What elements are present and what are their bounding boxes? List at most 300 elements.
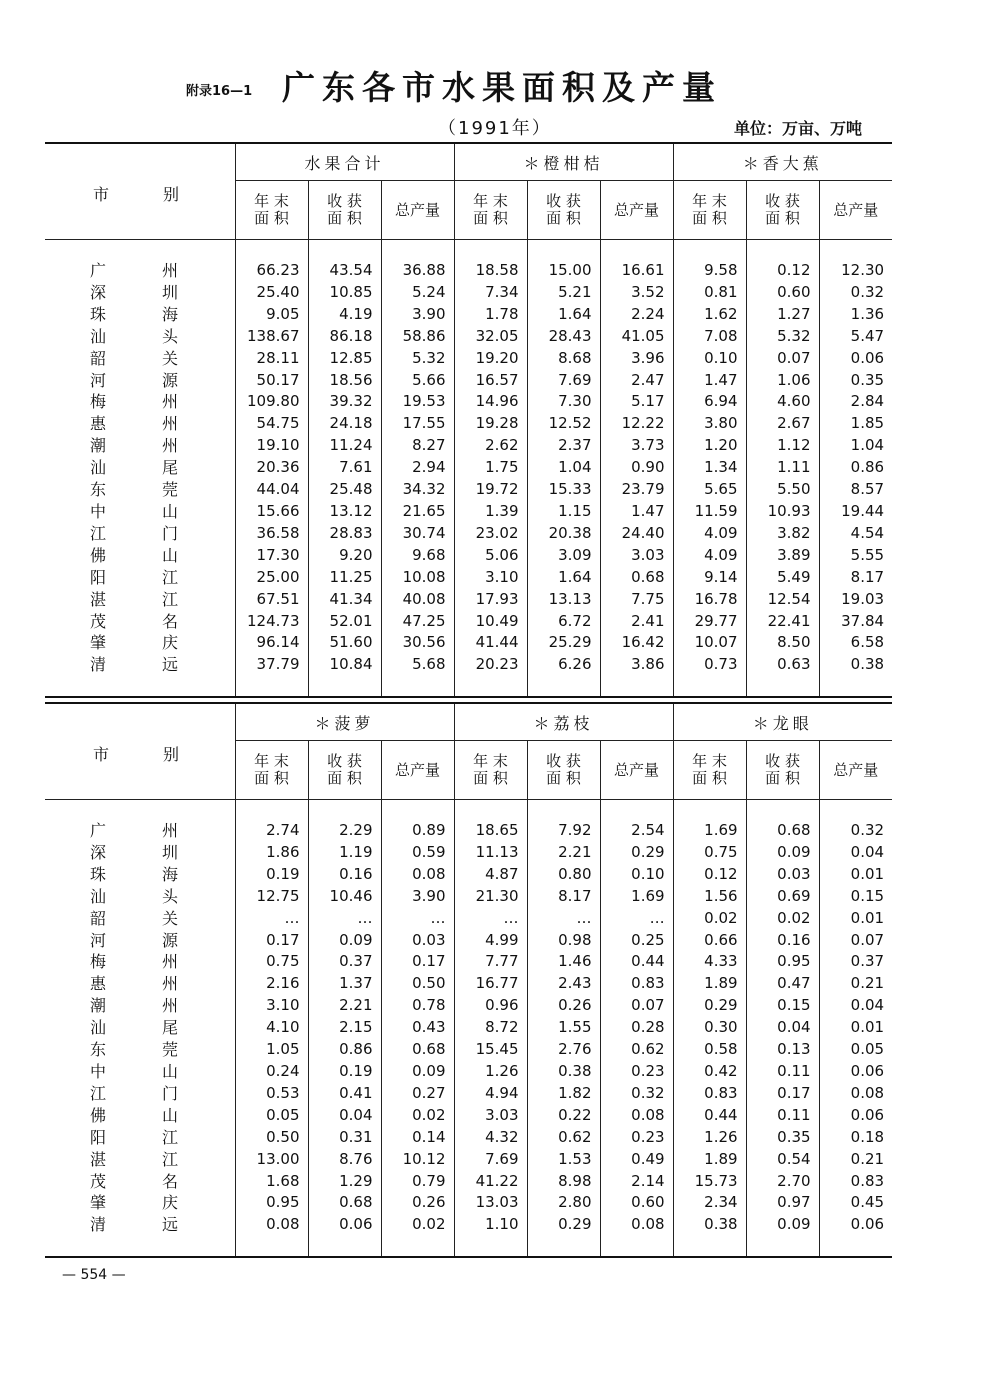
table-cell: 0.07 <box>819 930 892 952</box>
table-cell: 0.07 <box>600 995 673 1017</box>
table-cell: 9.58 <box>673 260 746 282</box>
table-cell: 2.94 <box>381 457 454 479</box>
table-cell: 41.22 <box>454 1171 527 1193</box>
table-cell: 0.68 <box>308 1192 381 1214</box>
table-cell: 1.05 <box>235 1039 308 1061</box>
city-char: 梅 <box>90 952 107 972</box>
table-cell: 0.41 <box>308 1083 381 1105</box>
city-char: 河 <box>90 370 107 390</box>
table-row <box>45 1127 892 1149</box>
table-cell: 17.93 <box>454 589 527 611</box>
table-cell: 41.05 <box>600 326 673 348</box>
table-cell: 7.61 <box>308 457 381 479</box>
city-name <box>45 930 235 952</box>
table-cell: 5.68 <box>381 654 454 676</box>
city-char: 州 <box>162 414 179 434</box>
table-cell: 7.75 <box>600 589 673 611</box>
table-cell: 25.29 <box>527 632 600 654</box>
table-cell: 5.50 <box>746 479 819 501</box>
table-row <box>45 348 892 370</box>
table-row <box>45 951 892 973</box>
city-char: 东 <box>90 480 107 500</box>
sub-header: 年 末 面 积 <box>673 181 746 240</box>
table-cell: 0.12 <box>746 260 819 282</box>
table-cell: 7.69 <box>454 1149 527 1171</box>
table-cell: 3.03 <box>600 545 673 567</box>
table-cell: 6.72 <box>527 611 600 633</box>
table-cell: 4.60 <box>746 391 819 413</box>
table-cell: 9.14 <box>673 567 746 589</box>
table-cell: 0.12 <box>673 864 746 886</box>
city-char: 州 <box>162 952 179 972</box>
sub-header: 总产量 <box>600 741 673 800</box>
table-cell: 0.01 <box>819 908 892 930</box>
city-name <box>45 864 235 886</box>
city-name <box>45 1192 235 1214</box>
city-char: 湛 <box>90 589 107 609</box>
table-cell: 3.82 <box>746 523 819 545</box>
table-row <box>45 304 892 326</box>
table-cell: 12.30 <box>819 260 892 282</box>
table-cell: … <box>235 908 308 930</box>
table-cell: 19.10 <box>235 435 308 457</box>
table-cell: 9.20 <box>308 545 381 567</box>
city-name <box>45 1105 235 1127</box>
table-cell: 0.04 <box>819 995 892 1017</box>
table-cell: 29.77 <box>673 611 746 633</box>
city-name <box>45 435 235 457</box>
city-name <box>45 501 235 523</box>
table-cell: 9.05 <box>235 304 308 326</box>
city-char: 潮 <box>90 436 107 456</box>
table-cell: 3.90 <box>381 886 454 908</box>
table-cell: 5.55 <box>819 545 892 567</box>
table-cell: 0.09 <box>746 842 819 864</box>
city-char: 头 <box>162 326 179 346</box>
table-cell: 0.42 <box>673 1061 746 1083</box>
table-cell: 0.38 <box>527 1061 600 1083</box>
city-char: 莞 <box>162 480 179 500</box>
table-cell: 23.79 <box>600 479 673 501</box>
table-cell: 1.86 <box>235 842 308 864</box>
city-name <box>45 908 235 930</box>
table-cell: 5.17 <box>600 391 673 413</box>
table-cell: 0.08 <box>600 1214 673 1236</box>
city-name <box>45 632 235 654</box>
table-cell: 0.11 <box>746 1105 819 1127</box>
city-name <box>45 1149 235 1171</box>
table-cell: 30.74 <box>381 523 454 545</box>
city-name <box>45 1171 235 1193</box>
table-cell: 15.33 <box>527 479 600 501</box>
table-cell: 51.60 <box>308 632 381 654</box>
table-cell: 0.83 <box>673 1083 746 1105</box>
table-cell: 124.73 <box>235 611 308 633</box>
table-cell: 25.40 <box>235 282 308 304</box>
table-cell: 0.07 <box>746 348 819 370</box>
table-cell: 17.30 <box>235 545 308 567</box>
table-cell: 30.56 <box>381 632 454 654</box>
table-cell: 0.37 <box>308 951 381 973</box>
table-cell: 0.30 <box>673 1017 746 1039</box>
city-char: 庆 <box>162 1193 179 1213</box>
city-char: 尾 <box>162 458 179 478</box>
table-cell: 19.03 <box>819 589 892 611</box>
table-cell: 12.54 <box>746 589 819 611</box>
city-header-char: 别 <box>163 184 180 204</box>
table-cell: 0.06 <box>819 1105 892 1127</box>
city-char: 惠 <box>90 414 107 434</box>
city-char: 肇 <box>90 1193 107 1213</box>
table-cell: 0.50 <box>381 973 454 995</box>
table-cell: 0.01 <box>819 1017 892 1039</box>
city-name <box>45 886 235 908</box>
table-row <box>45 1214 892 1236</box>
table-cell: 1.47 <box>673 370 746 392</box>
table-cell: 1.36 <box>819 304 892 326</box>
table-cell: 13.12 <box>308 501 381 523</box>
city-name <box>45 370 235 392</box>
table-cell: 13.03 <box>454 1192 527 1214</box>
city-name <box>45 1039 235 1061</box>
fruit-table-2 <box>45 702 890 1258</box>
table-cell: 2.67 <box>746 413 819 435</box>
table-cell: 0.09 <box>308 930 381 952</box>
city-name <box>45 973 235 995</box>
city-char: 惠 <box>90 974 107 994</box>
table-cell: 1.15 <box>527 501 600 523</box>
table-cell: 0.47 <box>746 973 819 995</box>
table-cell: 10.85 <box>308 282 381 304</box>
table-cell: 24.40 <box>600 523 673 545</box>
table-cell: 21.65 <box>381 501 454 523</box>
table-cell: 1.78 <box>454 304 527 326</box>
table-cell: 0.04 <box>746 1017 819 1039</box>
table-cell: 8.17 <box>527 886 600 908</box>
table-cell: 1.56 <box>673 886 746 908</box>
table-cell: 0.37 <box>819 951 892 973</box>
table-cell: 0.03 <box>746 864 819 886</box>
table-cell: 14.96 <box>454 391 527 413</box>
table-cell: 16.42 <box>600 632 673 654</box>
table-cell: 1.64 <box>527 304 600 326</box>
table-cell: 0.15 <box>819 886 892 908</box>
city-char: 莞 <box>162 1040 179 1060</box>
table-cell: 1.10 <box>454 1214 527 1236</box>
table-cell: 13.13 <box>527 589 600 611</box>
table-cell: 12.85 <box>308 348 381 370</box>
city-name <box>45 1127 235 1149</box>
table-cell: 7.30 <box>527 391 600 413</box>
data-table <box>45 702 892 1258</box>
city-char: 韶 <box>90 908 107 928</box>
table-cell: 1.12 <box>746 435 819 457</box>
city-char: 圳 <box>162 282 179 302</box>
table-cell: 0.97 <box>746 1192 819 1214</box>
group-header: ＊香大蕉 <box>673 143 892 181</box>
table-cell: 0.32 <box>819 820 892 842</box>
table-row <box>45 1105 892 1127</box>
table-cell: 0.23 <box>600 1127 673 1149</box>
table-row <box>45 1083 892 1105</box>
city-char: 河 <box>90 930 107 950</box>
data-table <box>45 142 892 698</box>
table-row <box>45 567 892 589</box>
table-cell: 0.16 <box>746 930 819 952</box>
table-cell: … <box>600 908 673 930</box>
table-cell: 8.50 <box>746 632 819 654</box>
table-cell: 0.14 <box>381 1127 454 1149</box>
group-header: ＊橙柑桔 <box>454 143 673 181</box>
table-cell: 0.45 <box>819 1192 892 1214</box>
table-cell: 0.17 <box>381 951 454 973</box>
city-char: 清 <box>90 1215 107 1235</box>
table-cell: 0.18 <box>819 1127 892 1149</box>
city-char: 关 <box>162 348 179 368</box>
table-cell: 0.10 <box>600 864 673 886</box>
city-char: 汕 <box>90 326 107 346</box>
table-cell: 0.86 <box>308 1039 381 1061</box>
table-cell: 7.08 <box>673 326 746 348</box>
table-cell: 0.17 <box>746 1083 819 1105</box>
appendix-label: 附录16—1 <box>186 84 253 99</box>
table-cell: 12.22 <box>600 413 673 435</box>
city-column-header <box>45 703 235 800</box>
table-cell: 0.19 <box>235 864 308 886</box>
table-cell: 0.08 <box>819 1083 892 1105</box>
table-cell: 16.57 <box>454 370 527 392</box>
table-cell: 16.78 <box>673 589 746 611</box>
city-char: 远 <box>162 1215 179 1235</box>
table-cell: 34.32 <box>381 479 454 501</box>
city-name <box>45 654 235 676</box>
table-cell: 21.30 <box>454 886 527 908</box>
city-name <box>45 1061 235 1083</box>
table-cell: 0.59 <box>381 842 454 864</box>
table-row <box>45 479 892 501</box>
table-cell: 10.07 <box>673 632 746 654</box>
city-char: 山 <box>162 545 179 565</box>
table-cell: 0.17 <box>235 930 308 952</box>
city-char: 门 <box>162 1083 179 1103</box>
table-cell: 2.16 <box>235 973 308 995</box>
table-cell: 20.36 <box>235 457 308 479</box>
table-cell: 0.02 <box>381 1105 454 1127</box>
table-cell: … <box>454 908 527 930</box>
table-cell: 66.23 <box>235 260 308 282</box>
table-cell: 2.21 <box>527 842 600 864</box>
city-char: 茂 <box>90 1171 107 1191</box>
table-cell: 0.02 <box>746 908 819 930</box>
table-cell: 15.73 <box>673 1171 746 1193</box>
table-cell: 7.69 <box>527 370 600 392</box>
table-cell: 0.10 <box>673 348 746 370</box>
sub-header: 收 获 面 积 <box>746 741 819 800</box>
table-cell: 0.21 <box>819 973 892 995</box>
table-cell: 0.83 <box>819 1171 892 1193</box>
table-cell: 0.38 <box>673 1214 746 1236</box>
city-name <box>45 1017 235 1039</box>
table-row <box>45 589 892 611</box>
city-name <box>45 260 235 282</box>
table-cell: 1.82 <box>527 1083 600 1105</box>
table-cell: 19.53 <box>381 391 454 413</box>
table-cell: 36.58 <box>235 523 308 545</box>
table-cell: 0.63 <box>746 654 819 676</box>
table-cell: 0.96 <box>454 995 527 1017</box>
table-cell: 0.73 <box>673 654 746 676</box>
table-cell: 0.06 <box>819 1061 892 1083</box>
table-cell: 3.89 <box>746 545 819 567</box>
table-row <box>45 326 892 348</box>
city-char: 州 <box>162 436 179 456</box>
table-cell: 28.11 <box>235 348 308 370</box>
table-cell: 3.73 <box>600 435 673 457</box>
city-char: 州 <box>162 261 179 280</box>
table-cell: 5.65 <box>673 479 746 501</box>
table-cell: 0.02 <box>673 908 746 930</box>
city-name <box>45 611 235 633</box>
table-cell: 18.58 <box>454 260 527 282</box>
city-name <box>45 457 235 479</box>
group-header: ＊荔枝 <box>454 703 673 741</box>
table-cell: 5.47 <box>819 326 892 348</box>
table-cell: 6.26 <box>527 654 600 676</box>
table-row <box>45 1171 892 1193</box>
table-cell: 3.10 <box>454 567 527 589</box>
table-cell: 10.93 <box>746 501 819 523</box>
city-char: 关 <box>162 908 179 928</box>
table-cell: 2.14 <box>600 1171 673 1193</box>
table-cell: 0.06 <box>308 1214 381 1236</box>
city-name <box>45 479 235 501</box>
table-cell: 50.17 <box>235 370 308 392</box>
city-char: 佛 <box>90 1105 107 1125</box>
city-name <box>45 391 235 413</box>
table-cell: 16.61 <box>600 260 673 282</box>
table-cell: 10.46 <box>308 886 381 908</box>
city-char: 汕 <box>90 458 107 478</box>
table-cell: 8.57 <box>819 479 892 501</box>
city-char: 湛 <box>90 1149 107 1169</box>
city-char: 山 <box>162 501 179 521</box>
city-char: 阳 <box>90 567 107 587</box>
table-cell: 1.89 <box>673 973 746 995</box>
table-cell: 5.66 <box>381 370 454 392</box>
table-cell: 0.22 <box>527 1105 600 1127</box>
table-cell: 0.09 <box>746 1214 819 1236</box>
table-cell: 0.86 <box>819 457 892 479</box>
table-cell: … <box>527 908 600 930</box>
city-name <box>45 326 235 348</box>
sub-header: 收 获 面 积 <box>746 181 819 240</box>
table-cell: 4.54 <box>819 523 892 545</box>
table-cell: 1.62 <box>673 304 746 326</box>
table-cell: 11.59 <box>673 501 746 523</box>
table-cell: 32.05 <box>454 326 527 348</box>
table-cell: 5.32 <box>381 348 454 370</box>
city-char: 江 <box>90 523 107 543</box>
table-cell: 2.21 <box>308 995 381 1017</box>
table-row <box>45 611 892 633</box>
table-cell: 8.17 <box>819 567 892 589</box>
city-name <box>45 348 235 370</box>
table-cell: 0.27 <box>381 1083 454 1105</box>
city-name <box>45 1214 235 1236</box>
table-cell: 2.47 <box>600 370 673 392</box>
city-char: 江 <box>162 589 179 609</box>
table-cell: 3.52 <box>600 282 673 304</box>
city-char: 潮 <box>90 996 107 1016</box>
city-char: 江 <box>162 567 179 587</box>
table-cell: 1.69 <box>600 886 673 908</box>
table-cell: 28.83 <box>308 523 381 545</box>
table-cell: 1.26 <box>673 1127 746 1149</box>
table-cell: 0.16 <box>308 864 381 886</box>
table-cell: 0.49 <box>600 1149 673 1171</box>
city-column-header <box>45 143 235 240</box>
table-cell: 0.13 <box>746 1039 819 1061</box>
table-row <box>45 523 892 545</box>
table-cell: 0.02 <box>381 1214 454 1236</box>
sub-header: 收 获 面 积 <box>527 741 600 800</box>
table-cell: 86.18 <box>308 326 381 348</box>
city-char: 名 <box>162 1171 179 1191</box>
table-cell: 0.29 <box>673 995 746 1017</box>
table-row <box>45 820 892 842</box>
city-char: 梅 <box>90 392 107 412</box>
table-cell: 2.84 <box>819 391 892 413</box>
table-cell: 3.80 <box>673 413 746 435</box>
table-cell: 3.09 <box>527 545 600 567</box>
table-cell: 4.19 <box>308 304 381 326</box>
table-cell: 0.81 <box>673 282 746 304</box>
city-char: 名 <box>162 611 179 631</box>
city-char: 汕 <box>90 886 107 906</box>
table-cell: 2.70 <box>746 1171 819 1193</box>
table-cell: 1.04 <box>819 435 892 457</box>
title-row <box>0 62 1000 112</box>
table-cell: … <box>381 908 454 930</box>
city-header-char: 别 <box>163 744 180 764</box>
table-cell: 0.09 <box>381 1061 454 1083</box>
city-header-char: 市 <box>93 744 110 764</box>
table-cell: 1.39 <box>454 501 527 523</box>
table-cell: 1.75 <box>454 457 527 479</box>
table-cell: 1.69 <box>673 820 746 842</box>
city-char: 山 <box>162 1061 179 1081</box>
sub-header: 总产量 <box>819 741 892 800</box>
table-row <box>45 908 892 930</box>
city-char: 州 <box>162 974 179 994</box>
table-cell: 52.01 <box>308 611 381 633</box>
city-char: 珠 <box>90 864 107 884</box>
city-char: 中 <box>90 501 107 521</box>
table-cell: 0.25 <box>600 930 673 952</box>
table-cell: … <box>308 908 381 930</box>
table-cell: 0.95 <box>746 951 819 973</box>
table-cell: 0.26 <box>381 1192 454 1214</box>
table-cell: 2.34 <box>673 1192 746 1214</box>
table-cell: 0.29 <box>527 1214 600 1236</box>
page-title: 广东各市水果面积及产量 <box>282 68 722 107</box>
table-cell: 54.75 <box>235 413 308 435</box>
table-cell: 2.76 <box>527 1039 600 1061</box>
table-cell: 23.02 <box>454 523 527 545</box>
table-cell: 12.52 <box>527 413 600 435</box>
table-cell: 0.08 <box>381 864 454 886</box>
table-cell: 4.99 <box>454 930 527 952</box>
